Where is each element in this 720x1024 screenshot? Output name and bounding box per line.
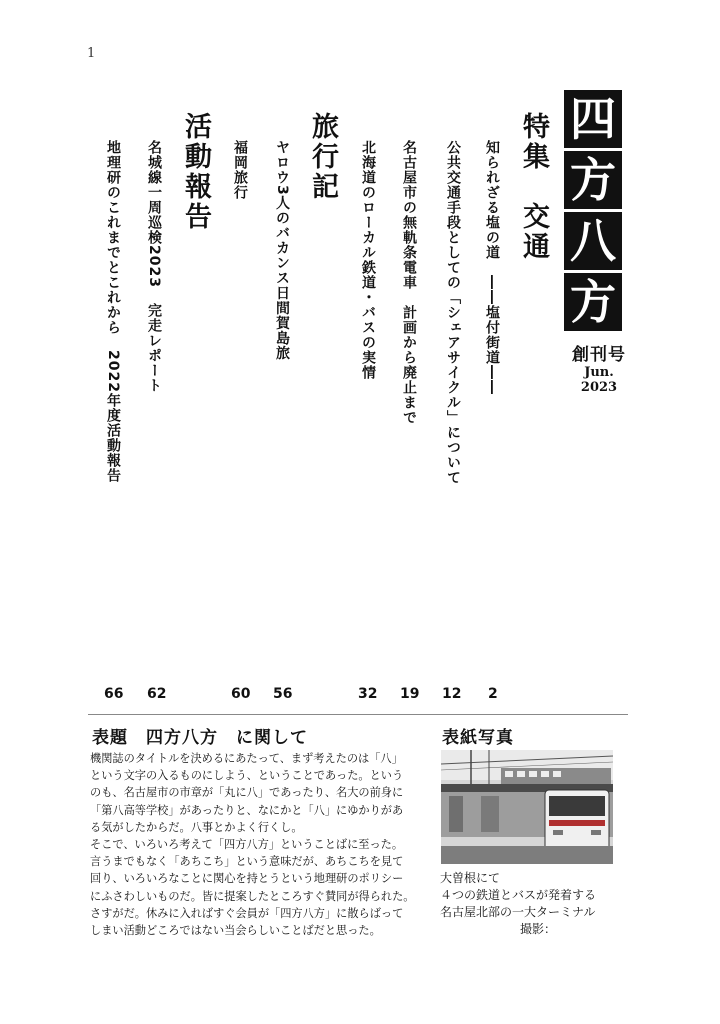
- body-line: 「第八高等学校」があったりと、なにかと「八」にゆかりがあ: [90, 803, 404, 817]
- masthead-title: [564, 90, 622, 334]
- caption-line: 撮影：: [520, 922, 557, 936]
- body-line: しまい活動どころではない当会らしいことばだと思った。: [90, 924, 381, 938]
- masthead-char: 方: [564, 151, 622, 209]
- body-line: 回り、いろいろなことに関心を持とうという地理研のポリシー: [90, 872, 404, 886]
- caption-line: ４つの鉄道とバスが発着する: [440, 888, 597, 902]
- cover-photo-caption: [440, 870, 596, 938]
- toc-heading-travel: 旅行記: [307, 112, 338, 202]
- body-line: にふさわしいものだ。皆に提案したところすぐ賛同が得られた。: [90, 889, 415, 903]
- bus-terminal-photo: [441, 750, 613, 864]
- toc-heading-special: 特集 交通: [518, 112, 549, 262]
- body-line: さすがだ。休みに入ればすぐ会員が「四方八方」に散らばって: [90, 906, 404, 920]
- cover-photo: [441, 750, 613, 864]
- body-line: という文字の入るものにしよう、ということであった。という: [90, 769, 404, 783]
- caption-line: 大曽根にて: [440, 871, 501, 885]
- toc-page-number: 62: [147, 686, 167, 702]
- body-line: のも、名古屋市の市章が「丸に八」であったり、名大の前身に: [90, 786, 404, 800]
- about-title-heading: 表題 四方八方 に関して: [92, 728, 308, 748]
- toc-page-number: 2: [488, 686, 498, 702]
- toc-page-number: 12: [442, 686, 462, 702]
- toc-item: 北海道のローカル鉄道・バスの実情: [360, 140, 376, 380]
- toc-item: 公共交通手段としての「シェアサイクル」について: [445, 140, 461, 485]
- toc-heading-activity: 活動報告: [180, 112, 211, 232]
- toc-item: 知られざる塩の道 ――塩付街道――: [484, 140, 500, 395]
- toc-item: 名城線一周巡検2023 完走レポート: [146, 140, 162, 393]
- toc-item: 地理研のこれまでとこれから 2022年度活動報告: [105, 140, 121, 483]
- toc-page-number: 60: [231, 686, 251, 702]
- about-title-body: [90, 750, 440, 939]
- body-line: 言うまでもなく「あちこち」という意味だが、あちこちを見て: [90, 855, 404, 869]
- masthead-char: 八: [564, 212, 622, 270]
- toc-page-number: 32: [358, 686, 378, 702]
- body-line: る気がしたからだ。八事とかよく行くし。: [90, 820, 303, 834]
- body-line: 機関誌のタイトルを決めるにあたって、まず考えたのは「八」: [90, 752, 403, 765]
- issue-date: Jun. 2023: [580, 365, 618, 395]
- section-divider: [88, 714, 628, 715]
- toc-page-number: 56: [273, 686, 293, 702]
- caption-line: 名古屋北部の一大ターミナル: [440, 905, 596, 919]
- toc-item: 名古屋市の無軌条電車 計画から廃止まで: [401, 140, 417, 425]
- toc-item: ヤロウ3人のバカンス日間賀島旅: [274, 140, 290, 361]
- issue-label: 創刊号: [572, 345, 626, 365]
- masthead-char: 方: [564, 273, 622, 331]
- toc-page-number: 66: [104, 686, 124, 702]
- issue-info: [564, 340, 634, 395]
- body-line: そこで、いろいろ考えて「四方八方」ということばに至った。: [90, 838, 404, 852]
- cover-photo-heading: 表紙写真: [442, 728, 514, 748]
- toc-page-number: 19: [400, 686, 420, 702]
- page-number: 1: [87, 46, 96, 61]
- masthead-char: 四: [564, 90, 622, 148]
- toc-item: 福岡旅行: [232, 140, 248, 200]
